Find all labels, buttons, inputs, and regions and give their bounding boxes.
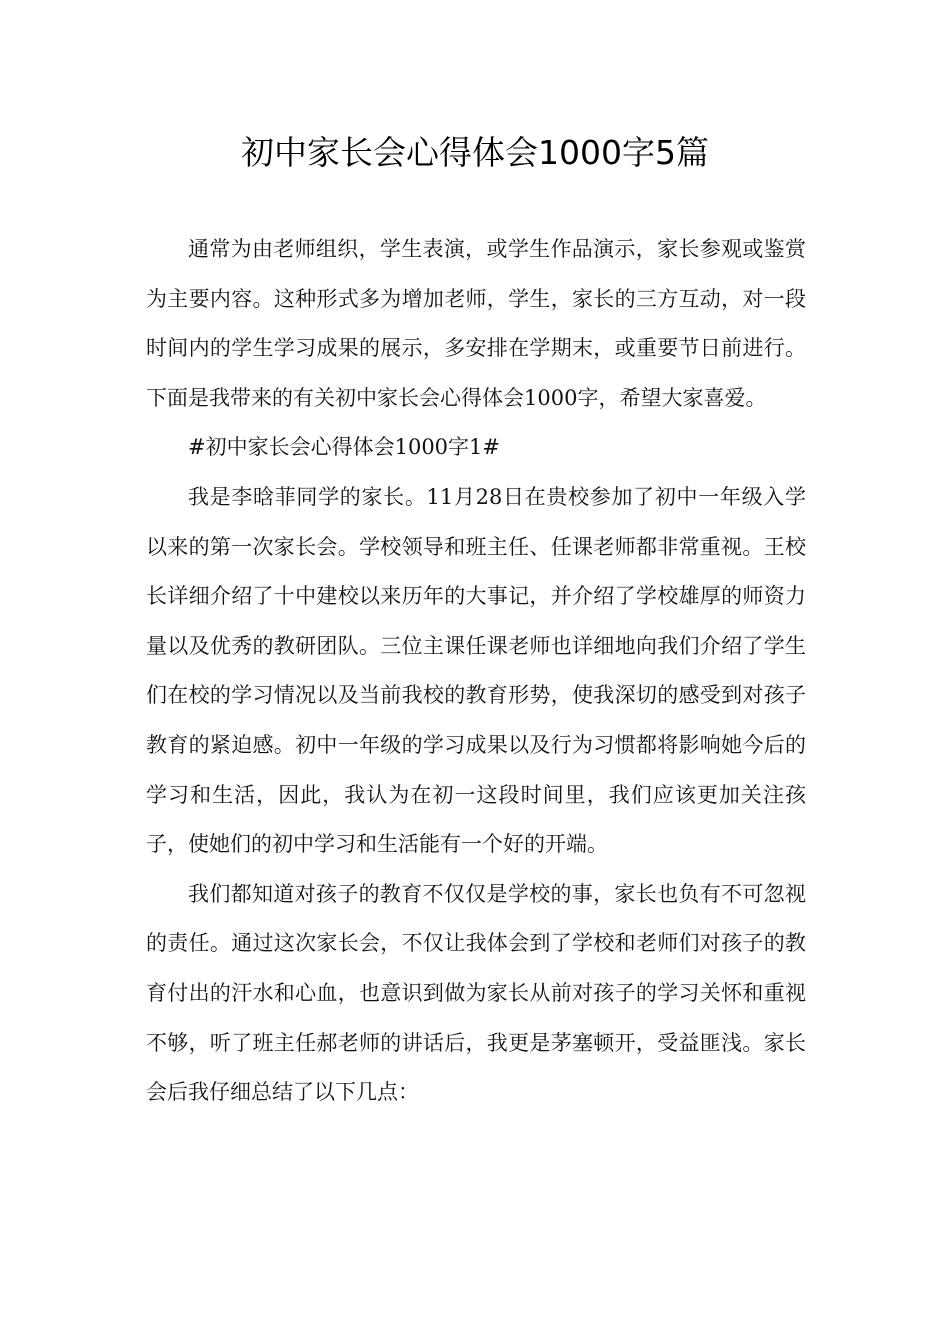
section-heading: #初中家长会心得体会1000字1# xyxy=(188,435,500,460)
intro-paragraph: 通常为由老师组织，学生表演，或学生作品演示，家长参观或鉴赏为主要内容。这种形式多为增加老师，学生，家长的三方互动，对一段时间内的学生学习成果的展示，多安排在学期末，或重要节日前进行。下面是我带来的有关初中家长会心得体会1000字，希望大家喜爱。 xyxy=(146,237,806,410)
body-paragraph: 我是李晗菲同学的家长。11月28日在贵校参加了初中一年级入学以来的第一次家长会。学校领导和班主任、任课老师都非常重视。王校长详细介绍了十中建校以来历年的大事记，并介绍了学校雄厚的师资力量以及优秀的教研团队。三位主课任课老师也详细地向我们介绍了学生们在校的学习情况以及当前我校的教育形势，使我深切的感受到对孩子教育的紧迫感。初中一年级的学习成果以及行为习惯都将影响她今后的学习和生活，因此，我认为在初一这段时间里，我们应该更加关注孩子，使她们的初中学习和生活能有一个好的开端。 xyxy=(146,484,806,857)
document-body xyxy=(146,225,806,1118)
document-title: 初中家长会心得体会1000字5篇 xyxy=(241,133,709,172)
body-paragraph: 我们都知道对孩子的教育不仅仅是学校的事，家长也负有不可忽视的责任。通过这次家长会，不仅让我体会到了学校和老师们对孩子的教育付出的汗水和心血，也意识到做为家长从前对孩子的学习关怀和重视不够，听了班主任郝老师的讲话后，我更是茅塞顿开，受益匪浅。家长会后我仔细总结了以下几点： xyxy=(146,881,806,1105)
